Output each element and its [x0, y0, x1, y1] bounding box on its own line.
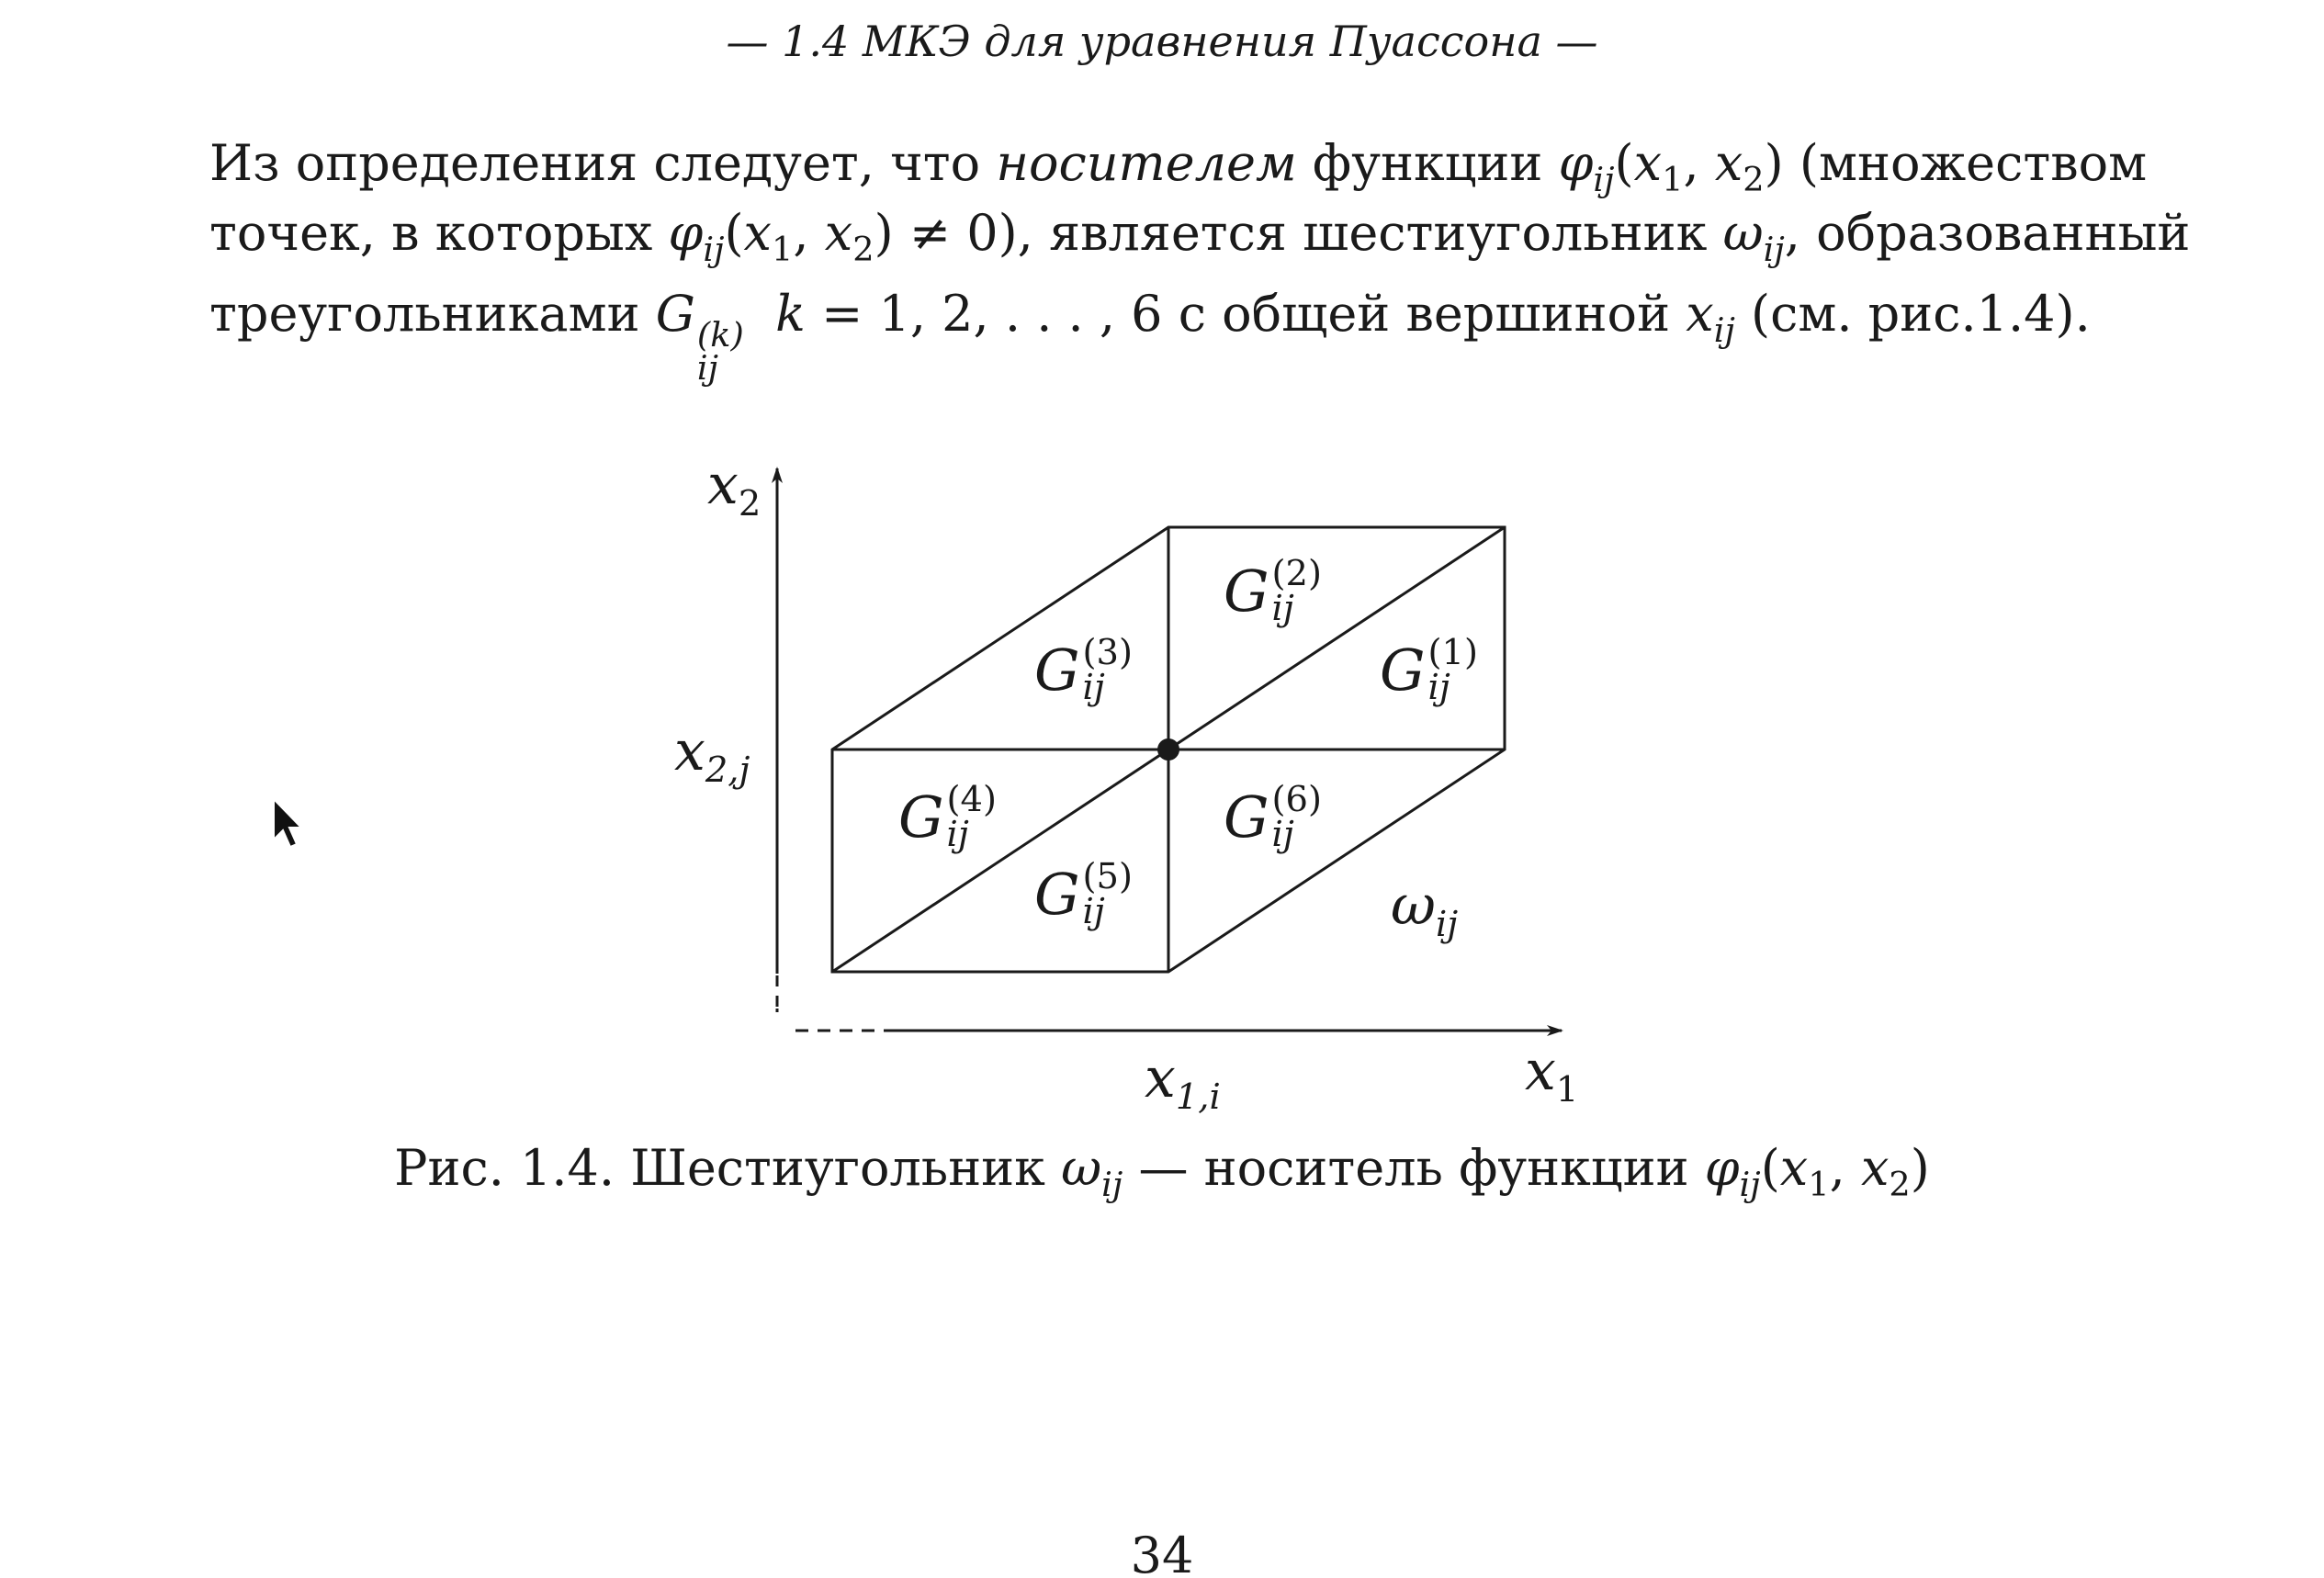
phi-expression: $\varphi_{ij}(x_1$, $x_2$) [1558, 134, 1784, 199]
text-run: ≠ 0), [908, 204, 1033, 262]
vertex-expression: $x_{ij}$ [1686, 285, 1735, 350]
triangle-label-g4: G (4) ij [898, 779, 997, 856]
center-vertex [1157, 738, 1179, 761]
text-run: (множеством [1799, 134, 2148, 192]
text-run: является шестиугольник [1049, 204, 1708, 262]
text-run: функции [1312, 134, 1543, 192]
text-run: = 1, 2, . . . , 6 с общей вершиной [821, 285, 1671, 343]
triangle-label-g2: G (2) ij [1224, 553, 1322, 630]
emphasis-term: носителем [996, 134, 1297, 192]
g-k-expression: G (k) ij [655, 285, 744, 389]
tick-label-x1i: $x_{1,i}$ [1145, 1046, 1221, 1118]
region-label-omega: $\omega_{ij}$ [1391, 874, 1459, 945]
mouse-pointer-icon [272, 797, 309, 852]
figure-caption: Рис. 1.4. Шестиугольник $\omega_{ij}$ — носитель функции $\varphi_{ij}(x_1$, $x_2$) [394, 1139, 1930, 1204]
text-run: треугольниками [209, 285, 640, 343]
triangle-label-g5: G (5) ij [1034, 856, 1133, 933]
text-run: Из определения следует, что [209, 134, 981, 192]
k-symbol: k [775, 285, 806, 343]
axis-label-x1: $x_1$ [1525, 1039, 1579, 1110]
axis-label-x2: $x_2$ [707, 453, 762, 524]
omega-expression: $\omega_{ij}$, образованный [1722, 204, 2191, 269]
triangle-label-g6: G (6) ij [1224, 779, 1322, 856]
text-run: точек, в которых [209, 204, 653, 262]
triangle-label-g3: G (3) ij [1034, 632, 1133, 709]
triangle-label-g1: G (1) ij [1380, 632, 1478, 709]
caption-phi-expression: $\varphi_{ij}(x_1$, $x_2$) [1704, 1139, 1930, 1204]
tick-label-x2j: $x_{2,j}$ [674, 719, 750, 791]
running-header: — 1.4 МКЭ для уравнения Пуассона — [726, 17, 1598, 66]
phi-expression: $\varphi_{ij}(x_1$, $x_2$) [668, 204, 894, 269]
text-run: (см. рис.1.4). [1751, 285, 2091, 343]
page-number: 34 [1130, 1527, 1194, 1578]
